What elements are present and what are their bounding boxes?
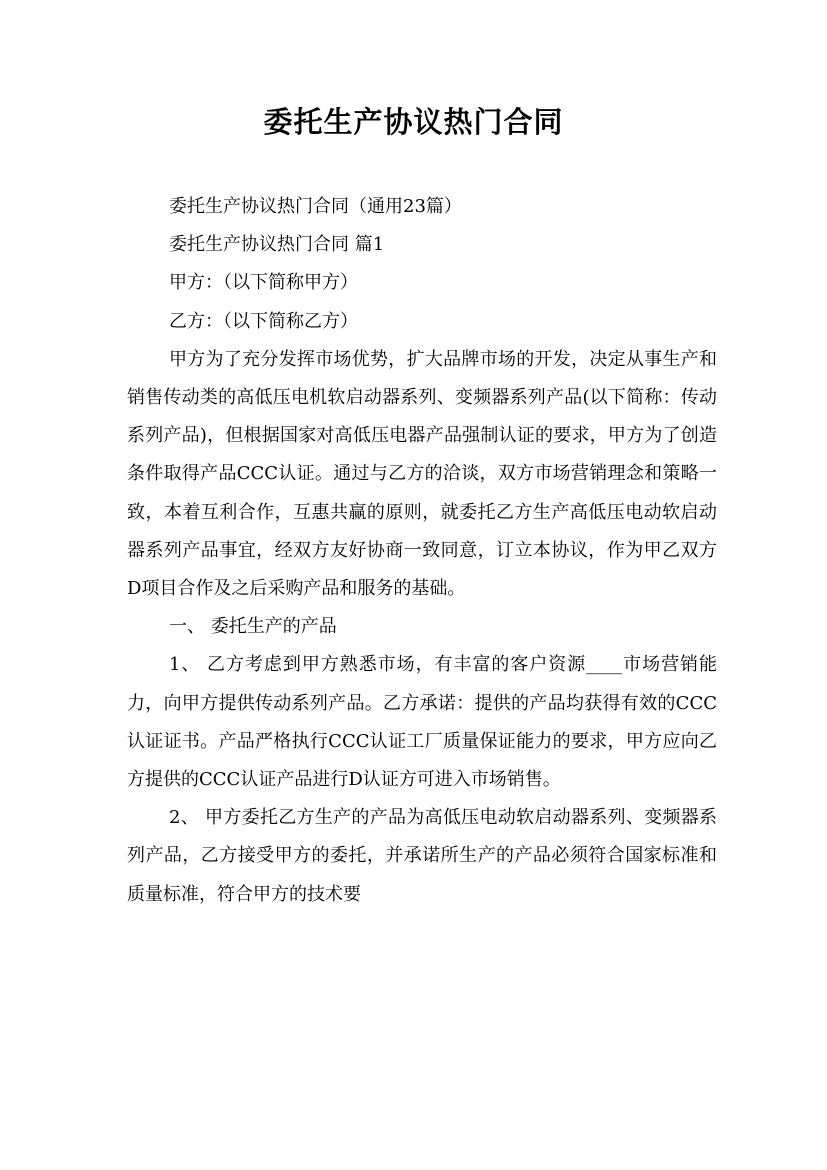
document-title: 委托生产协议热门合同	[263, 105, 564, 139]
paragraph-clause-2: 2、 甲方委托乙方生产的产品为高低压电动软启动器系列、变频器系列产品，乙方接受甲方的委托，并承诺所生产的产品必须符合国家标准和质量标准，符合甲方的技术要	[127, 807, 717, 905]
paragraph-clause-1: 1、 乙方考虑到甲方熟悉市场，有丰富的客户资源____市场营销能力，向甲方提供传动系列产品。乙方承诺：提供的产品均获得有效的CCC认证证书。产品严格执行CCC认证工厂质量保证能力的要求，甲方应向乙方提供的CCC认证产品进行D认证方可进入市场销售。	[127, 654, 717, 791]
paragraph-party-a: 甲方：（以下简称甲方）	[169, 272, 358, 294]
paragraph-clause-heading: 一、 委托生产的产品	[169, 616, 337, 638]
paragraph-subtitle: 委托生产协议热门合同（通用23篇）	[169, 196, 462, 217]
paragraph-section-heading: 委托生产协议热门合同 篇1	[169, 234, 385, 256]
paragraph-party-b: 乙方：（以下简称乙方）	[169, 310, 358, 332]
document-body	[127, 188, 717, 914]
paragraph-preamble: 甲方为了充分发挥市场优势，扩大品牌市场的开发，决定从事生产和销售传动类的高低压电机软启动器系列、变频器系列产品(以下简称：传动系列产品)，但根据国家对高低压电器产品强制认证的要求，甲方为了创造条件取得产品CCC认证。通过与乙方的洽谈，双方市场营销理念和策略一致，本着互利合作，互惠共赢的原则，就委托乙方生产高低压电动软启动器系列产品事宜，经双方友好协商一致同意，订立本协议，作为甲乙双方D项目合作及之后采购产品和服务的基础。	[127, 348, 717, 600]
